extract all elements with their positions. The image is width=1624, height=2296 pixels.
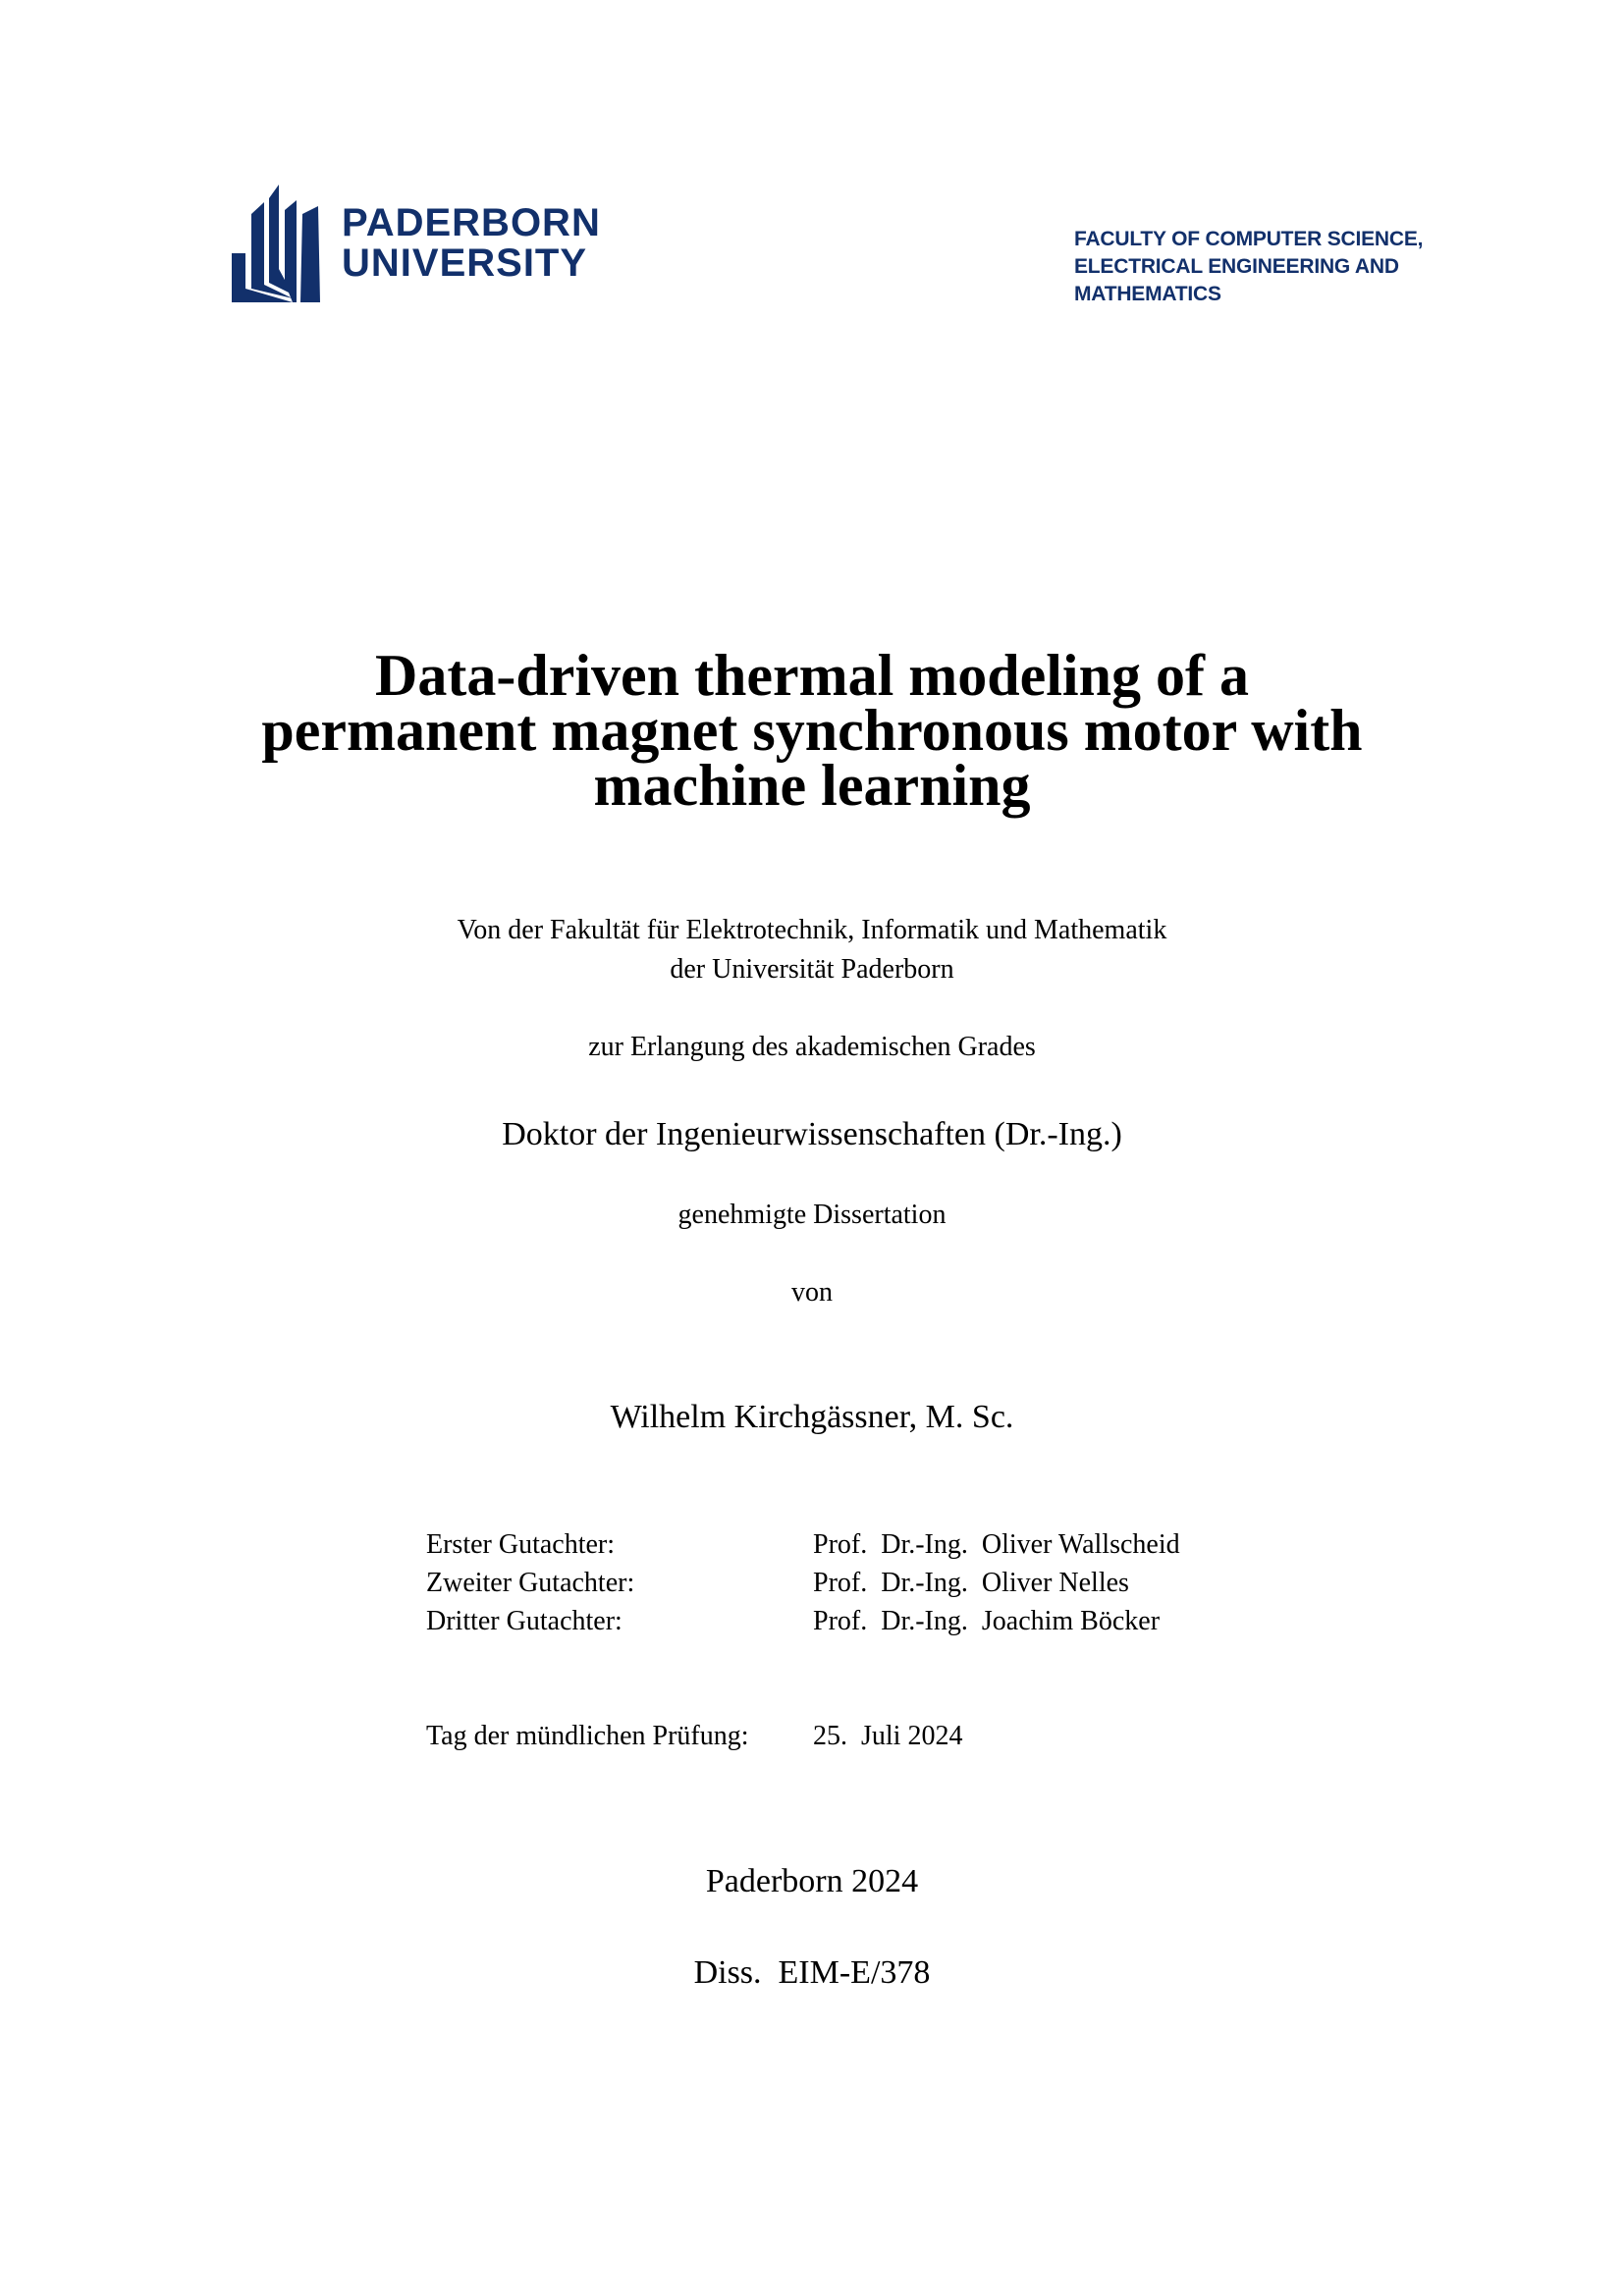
oral-exam-label: Tag der mündlichen Prüfung: [426,1721,749,1751]
title-line-3: machine learning [593,753,1031,818]
reviewer-name: Prof. Dr.-Ing. Oliver Wallscheid [813,1529,1180,1560]
university-name-line-2: UNIVERSITY [342,241,588,285]
title-line-2: permanent magnet synchronous motor with [261,698,1363,763]
by-label: von [791,1277,833,1308]
reviewer-name: Prof. Dr.-Ing. Joachim Böcker [813,1606,1161,1636]
submitting-faculty-line-1: Von der Fakultät für Elektrotechnik, Informatik und Mathematik [457,915,1167,945]
thesis-title [196,643,1428,818]
reviewers-list [426,1525,1180,1640]
reviewer-row [426,1602,1180,1640]
reviewer-name: Prof. Dr.-Ing. Oliver Nelles [813,1568,1129,1598]
author-name: Wilhelm Kirchgässner, M. Sc. [610,1399,1014,1435]
reviewer-row [426,1564,1180,1602]
submitting-faculty-line-2: der Universität Paderborn [670,954,954,985]
faculty-line-3: MATHEMATICS [1074,283,1221,305]
place-year: Paderborn 2024 [705,1863,919,1899]
university-name-line-1: PADERBORN [342,201,601,244]
faculty-name [1074,226,1423,308]
dissertation-type: genehmigte Dissertation [677,1200,947,1230]
university-logo [232,185,601,302]
reviewer-label: Zweiter Gutachter: [426,1568,635,1598]
paderborn-university-logo-icon [232,185,320,302]
reviewer-label: Dritter Gutachter: [426,1606,623,1636]
degree-purpose: zur Erlangung des akademischen Grades [588,1032,1036,1062]
oral-exam-date-row [426,1717,962,1755]
faculty-line-1: FACULTY OF COMPUTER SCIENCE, [1074,228,1424,250]
university-name [342,203,601,284]
degree-name: Doktor der Ingenieurwissenschaften (Dr.-Ing.) [502,1116,1122,1152]
oral-exam-date: 25. Juli 2024 [813,1721,963,1751]
reviewer-label: Erster Gutachter: [426,1529,616,1560]
faculty-line-2: ELECTRICAL ENGINEERING AND [1074,255,1399,278]
title-line-1: Data-driven thermal modeling of a [375,643,1249,708]
dissertation-number: Diss. EIM-E/378 [693,1954,931,1991]
reviewer-row [426,1525,1180,1564]
